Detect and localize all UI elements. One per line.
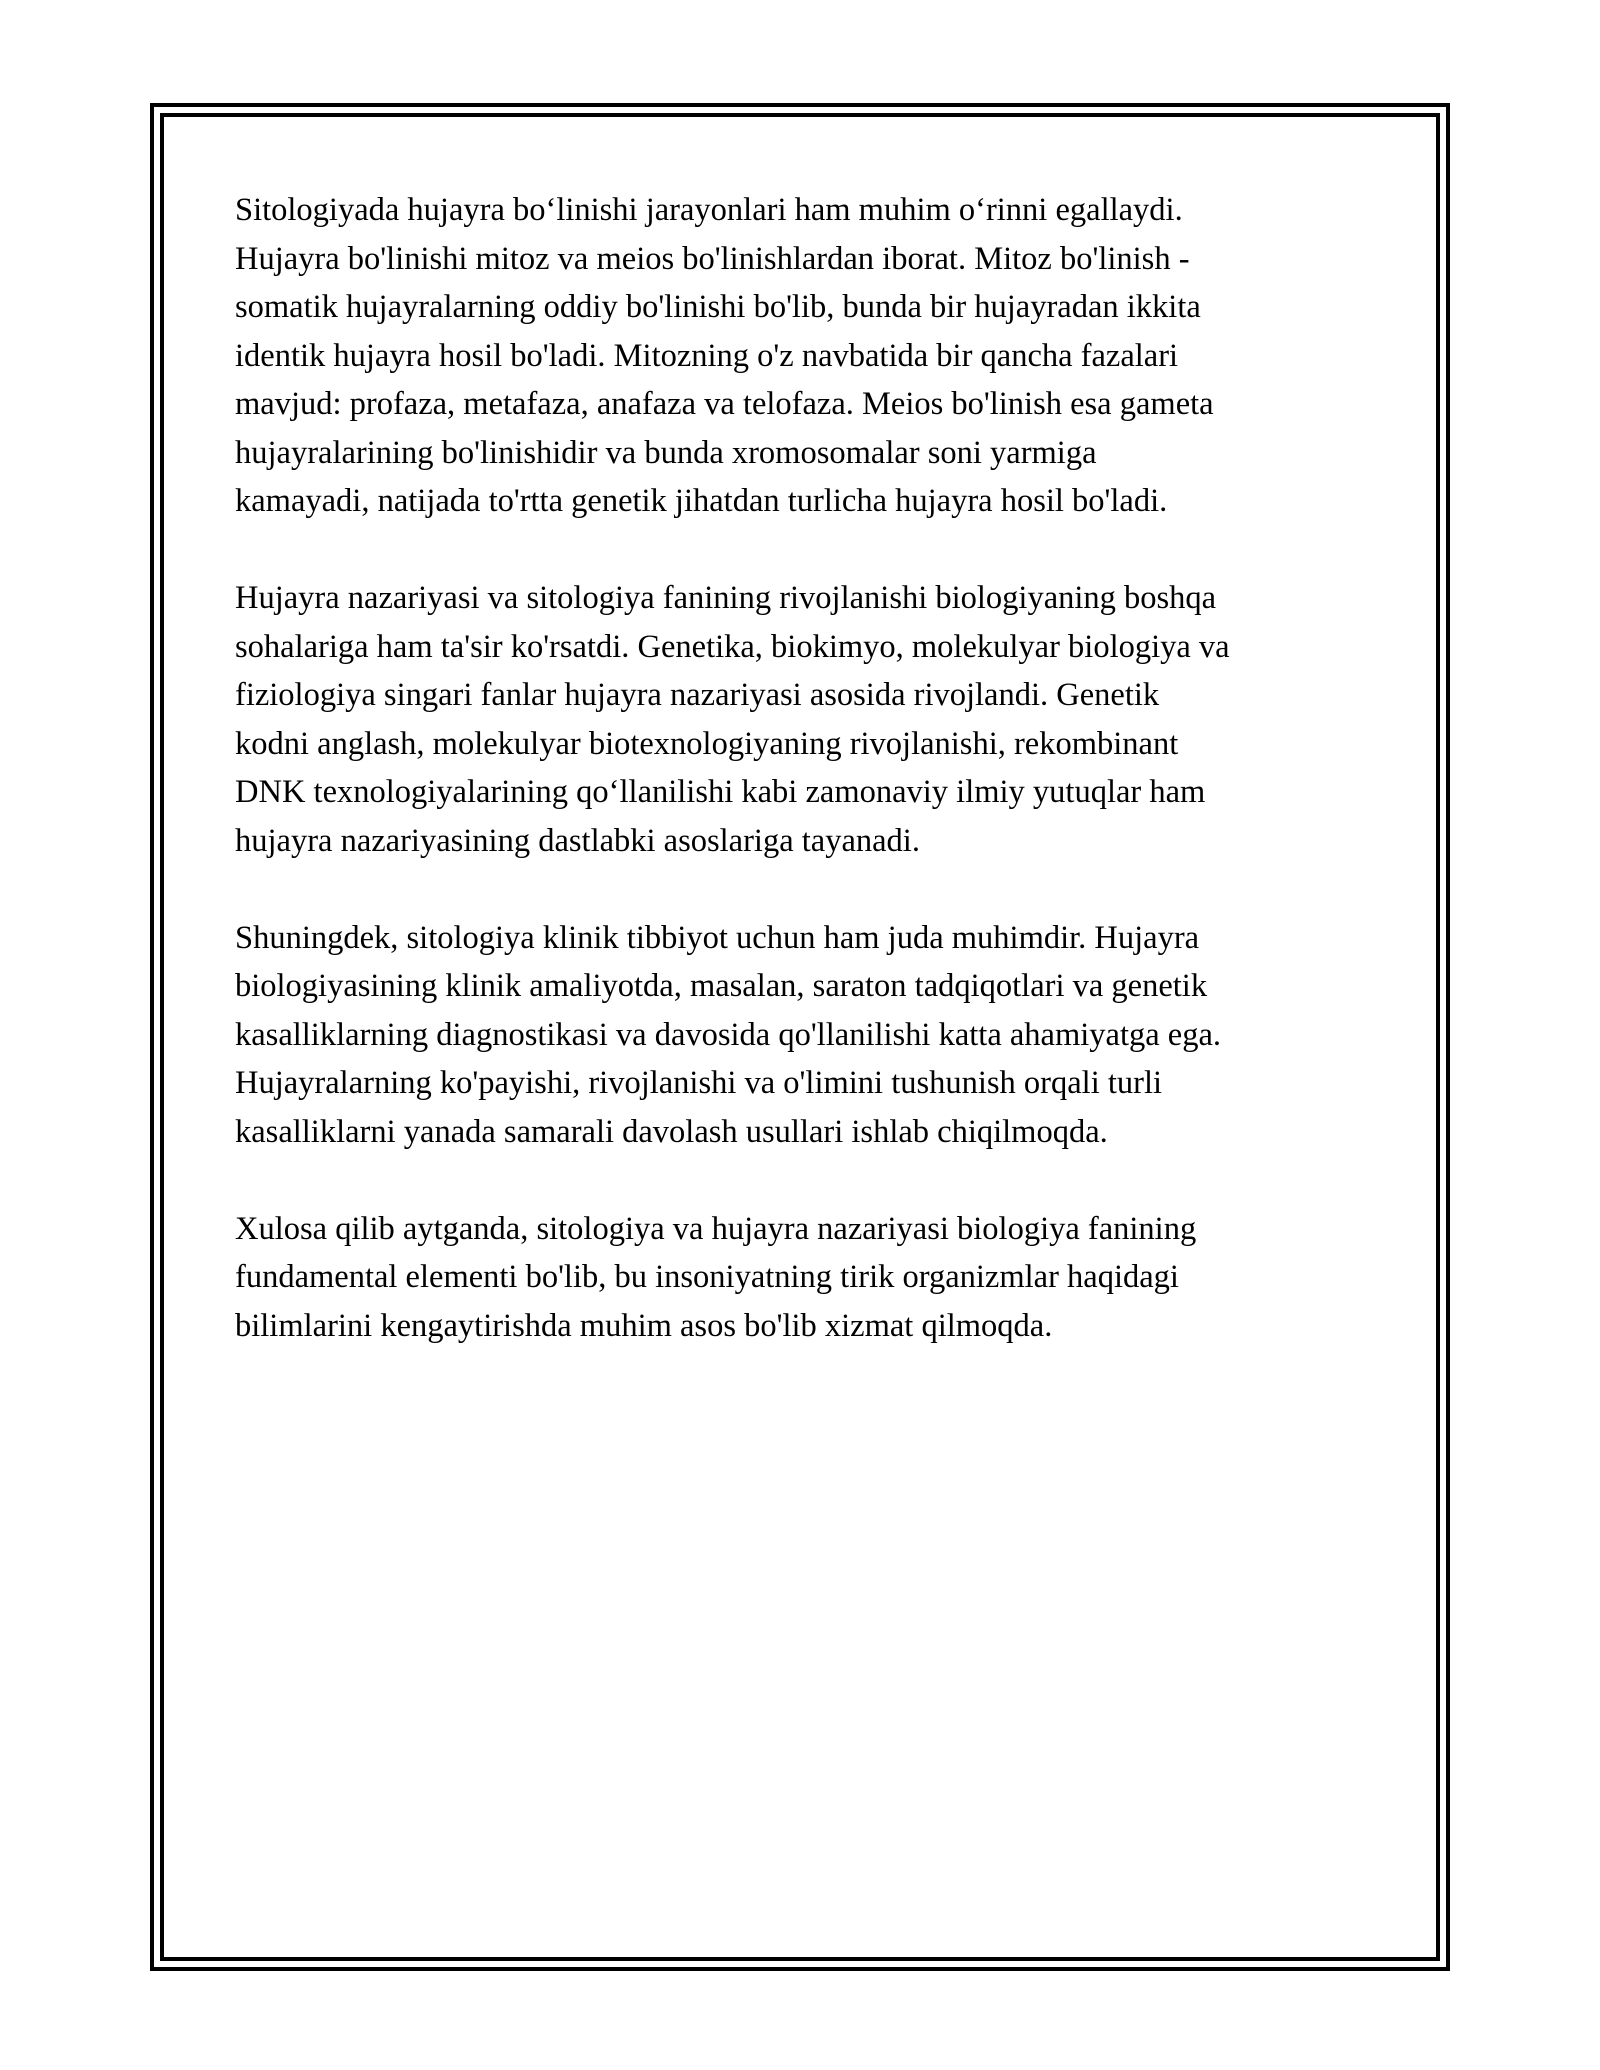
- document-body: [235, 186, 1375, 1399]
- paragraph-cell-theory-influence: Hujayra nazariyasi va sitologiya fanining rivojlanishi biologiyaning boshqa sohalariga ham ta'sir ko'rsatdi. Genetika, biokimyo, molekulyar biologiya va fiziologiya singari fanlar hujayra nazariyasi asosida rivojlandi. Genetik kodni anglash, molekulyar biotexnologiyaning rivojlanishi, rekombinant DNK texnologiyalarining qo‘llanilishi kabi zamonaviy ilmiy yutuqlar ham hujayra nazariyasining dastlabki asoslariga tayanadi.: [235, 580, 1230, 859]
- paragraph-cell-division: Sitologiyada hujayra bo‘linishi jarayonlari ham muhim o‘rinni egallaydi. Hujayra bo'linishi mitoz va meios bo'linishlardan iborat. Mitoz bo'linish - somatik hujayralarning oddiy bo'linishi bo'lib, bunda bir hujayradan ikkita identik hujayra hosil bo'ladi. Mitozning o'z navbatida bir qancha fazalari mavjud: profaza, metafaza, anafaza va telofaza. Meios bo'linish esa gameta hujayralarining bo'linishidir va bunda xromosomalar soni yarmiga kamayadi, natijada to'rtta genetik jihatdan turlicha hujayra hosil bo'ladi.: [235, 192, 1214, 519]
- paragraph-conclusion: Xulosa qilib aytganda, sitologiya va hujayra nazariyasi biologiya fanining fundamental elementi bo'lib, bu insoniyatning tirik organizmlar haqidagi bilimlarini kengaytirishda muhim asos bo'lib xizmat qilmoqda.: [235, 1210, 1197, 1344]
- paragraph-clinical-medicine: Shuningdek, sitologiya klinik tibbiyot uchun ham juda muhimdir. Hujayra biologiyasining klinik amaliyotda, masalan, saraton tadqiqotlari va genetik kasalliklarning diagnostikasi va davosida qo'llanilishi katta ahamiyatga ega. Hujayralarning ko'payishi, rivojlanishi va o'limini tushunish orqali turli kasalliklarni yanada samarali davolash usullari ishlab chiqilmoqda.: [235, 919, 1222, 1150]
